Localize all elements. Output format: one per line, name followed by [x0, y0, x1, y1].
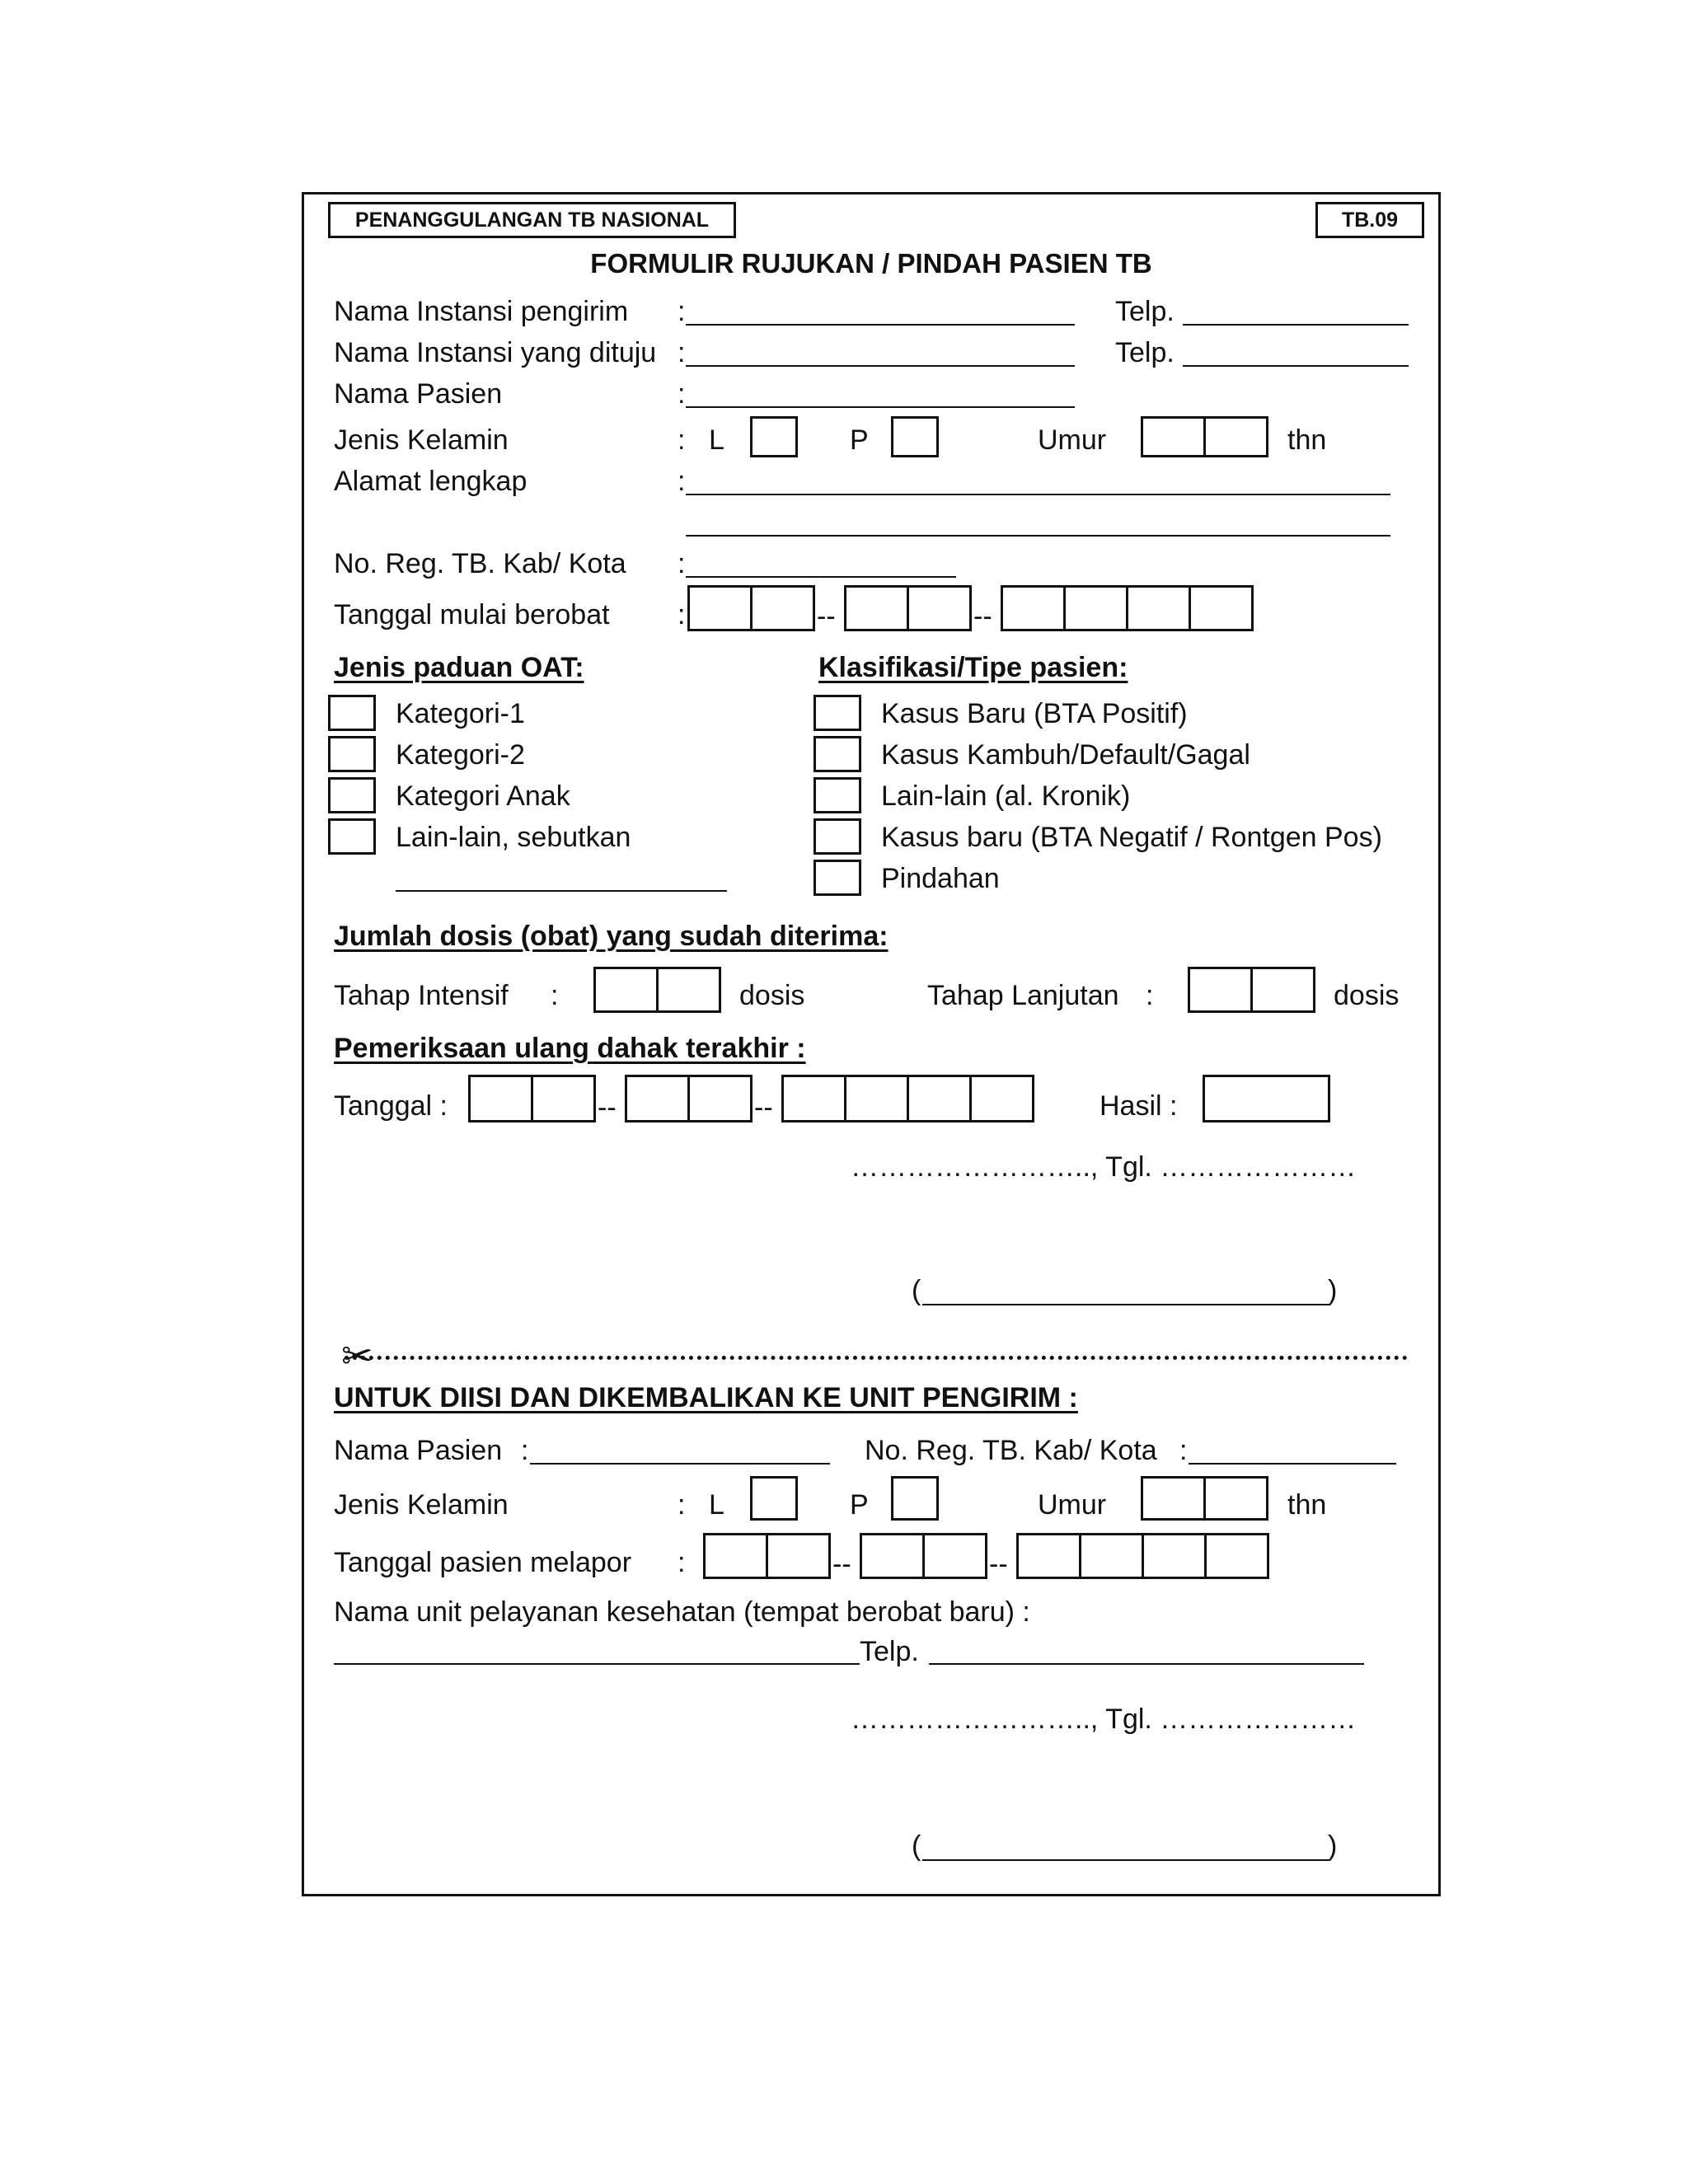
unit-phone-input[interactable]	[929, 1663, 1364, 1665]
form-title: FORMULIR RUJUKAN / PINDAH PASIEN TB	[590, 248, 1152, 279]
digit-box[interactable]	[1079, 1533, 1144, 1579]
colon: :	[678, 1489, 686, 1521]
colon: :	[521, 1435, 529, 1466]
dahak-day-input[interactable]	[468, 1075, 596, 1122]
start-year-input[interactable]	[1001, 585, 1254, 631]
colon: :	[678, 337, 686, 368]
oat-option: Kategori Anak	[396, 780, 570, 812]
return-age-label: Umur	[1038, 1489, 1107, 1521]
oat-checkbox[interactable]	[328, 736, 376, 772]
address-input-line2[interactable]	[686, 535, 1390, 537]
return-place-date: …………………….., Tgl. …………………	[851, 1704, 1357, 1735]
oat-option: Kategori-1	[396, 698, 525, 729]
digit-box[interactable]	[1188, 967, 1253, 1013]
age-label: Umur	[1038, 424, 1107, 456]
klasifikasi-option: Kasus Kambuh/Default/Gagal	[881, 739, 1250, 771]
colon: :	[678, 466, 686, 497]
klasifikasi-option: Kasus Baru (BTA Positif)	[881, 698, 1188, 729]
klasifikasi-checkbox[interactable]	[814, 860, 861, 896]
unit-label: Nama unit pelayanan kesehatan (tempat berobat baru) :	[334, 1596, 1030, 1628]
start-date-label: Tanggal mulai berobat	[334, 599, 610, 630]
colon: :	[1179, 1435, 1188, 1466]
date-dash: --	[754, 1092, 773, 1123]
oat-other-input[interactable]	[396, 890, 727, 892]
hasil-input[interactable]	[1203, 1075, 1330, 1122]
unit-input[interactable]	[334, 1663, 860, 1665]
digit-box[interactable]	[468, 1075, 533, 1122]
age-input[interactable]	[1141, 416, 1268, 457]
sender-phone-label: Telp.	[1115, 296, 1175, 327]
start-month-input[interactable]	[844, 585, 972, 631]
digit-box[interactable]	[1126, 585, 1191, 631]
dosis-unit: dosis	[739, 980, 805, 1011]
klasifikasi-heading: Klasifikasi/Tipe pasien:	[818, 652, 1128, 683]
digit-box[interactable]	[907, 1075, 972, 1122]
date-dash: --	[817, 601, 836, 632]
date-dash: --	[598, 1092, 617, 1123]
digit-box[interactable]	[1141, 1476, 1206, 1521]
oat-heading: Jenis paduan OAT:	[334, 652, 584, 683]
intensif-dosis-input[interactable]	[593, 967, 721, 1013]
return-female-label: P	[850, 1489, 869, 1521]
colon: :	[678, 296, 686, 327]
report-year-input[interactable]	[1016, 1533, 1269, 1579]
dahak-heading: Pemeriksaan ulang dahak terakhir :	[334, 1033, 806, 1064]
reg-input[interactable]	[686, 576, 956, 578]
date-dash: --	[832, 1549, 851, 1580]
digit-box[interactable]	[922, 1533, 987, 1579]
digit-box[interactable]	[844, 585, 909, 631]
signature-close-paren: )	[1328, 1275, 1338, 1306]
female-label: P	[850, 424, 869, 456]
sender-label: Nama Instansi pengirim	[334, 296, 629, 327]
digit-box[interactable]	[860, 1533, 925, 1579]
report-month-input[interactable]	[860, 1533, 987, 1579]
dosis-unit: dosis	[1334, 980, 1400, 1011]
return-female-checkbox[interactable]	[891, 1476, 939, 1521]
colon: :	[678, 378, 686, 410]
gender-label: Jenis Kelamin	[334, 424, 509, 456]
colon: :	[551, 980, 559, 1011]
lanjutan-label: Tahap Lanjutan	[927, 980, 1119, 1011]
return-signature-open-paren: (	[912, 1830, 921, 1862]
return-reg-input[interactable]	[1189, 1463, 1396, 1465]
report-date-label: Tanggal pasien melapor	[334, 1547, 632, 1578]
return-patient-label: Nama Pasien	[334, 1435, 503, 1466]
klasifikasi-checkbox[interactable]	[814, 695, 861, 731]
colon: :	[678, 1547, 686, 1578]
digit-box[interactable]	[687, 1075, 753, 1122]
sender-phone-input[interactable]	[1183, 324, 1409, 326]
signature-open-paren: (	[912, 1275, 921, 1306]
return-signature-close-paren: )	[1328, 1830, 1338, 1862]
signature-line[interactable]	[922, 1304, 1329, 1305]
receiver-input[interactable]	[686, 365, 1075, 367]
male-label: L	[709, 424, 724, 456]
digit-box[interactable]	[703, 1533, 768, 1579]
digit-box[interactable]	[1016, 1533, 1081, 1579]
klasifikasi-option: Kasus baru (BTA Negatif / Rontgen Pos)	[881, 822, 1382, 853]
dosis-heading: Jumlah dosis (obat) yang sudah diterima:	[334, 921, 889, 952]
address-input-line1[interactable]	[686, 494, 1390, 495]
report-day-input[interactable]	[703, 1533, 831, 1579]
digit-box[interactable]	[1204, 1533, 1269, 1579]
digit-box[interactable]	[781, 1075, 846, 1122]
oat-checkbox[interactable]	[328, 777, 376, 813]
dahak-date-label: Tanggal :	[334, 1090, 448, 1122]
klasifikasi-option: Pindahan	[881, 863, 1000, 894]
lanjutan-dosis-input[interactable]	[1188, 967, 1315, 1013]
reg-label: No. Reg. TB. Kab/ Kota	[334, 548, 626, 579]
program-label: PENANGGULANGAN TB NASIONAL	[328, 202, 736, 238]
return-patient-input[interactable]	[530, 1463, 830, 1465]
digit-box[interactable]	[656, 967, 721, 1013]
hasil-label: Hasil :	[1100, 1090, 1178, 1122]
digit-box[interactable]	[1250, 967, 1315, 1013]
klasifikasi-checkbox[interactable]	[814, 736, 861, 772]
age-unit: thn	[1287, 424, 1327, 456]
oat-checkbox[interactable]	[328, 695, 376, 731]
dahak-month-input[interactable]	[625, 1075, 753, 1122]
patient-label: Nama Pasien	[334, 378, 503, 410]
colon: :	[678, 424, 686, 456]
return-age-input[interactable]	[1141, 1476, 1268, 1521]
male-checkbox[interactable]	[750, 416, 798, 457]
date-dash: --	[989, 1549, 1008, 1580]
receiver-phone-input[interactable]	[1183, 365, 1409, 367]
address-label: Alamat lengkap	[334, 466, 528, 497]
colon: :	[1146, 980, 1154, 1011]
oat-option: Lain-lain, sebutkan	[396, 822, 631, 853]
female-checkbox[interactable]	[891, 416, 939, 457]
sender-input[interactable]	[686, 324, 1075, 326]
cut-line	[345, 1356, 1408, 1360]
digit-box[interactable]	[1189, 585, 1254, 631]
digit-box[interactable]	[1142, 1533, 1207, 1579]
return-reg-label: No. Reg. TB. Kab/ Kota	[865, 1435, 1157, 1466]
form-code: TB.09	[1315, 202, 1424, 238]
start-day-input[interactable]	[687, 585, 815, 631]
return-gender-label: Jenis Kelamin	[334, 1489, 509, 1521]
dahak-year-input[interactable]	[781, 1075, 1034, 1122]
digit-box[interactable]	[531, 1075, 596, 1122]
oat-checkbox[interactable]	[328, 818, 376, 855]
klasifikasi-checkbox[interactable]	[814, 818, 861, 855]
patient-input[interactable]	[686, 406, 1075, 408]
colon: :	[678, 599, 686, 630]
digit-box[interactable]	[593, 967, 659, 1013]
digit-box[interactable]	[766, 1533, 831, 1579]
place-date: …………………….., Tgl. …………………	[851, 1151, 1357, 1183]
klasifikasi-option: Lain-lain (al. Kronik)	[881, 780, 1131, 812]
digit-box[interactable]	[844, 1075, 909, 1122]
klasifikasi-checkbox[interactable]	[814, 777, 861, 813]
return-male-label: L	[709, 1489, 724, 1521]
return-age-unit: thn	[1287, 1489, 1327, 1521]
receiver-phone-label: Telp.	[1115, 337, 1175, 368]
oat-option: Kategori-2	[396, 739, 525, 771]
digit-box[interactable]	[1063, 585, 1128, 631]
colon: :	[678, 548, 686, 579]
digit-box[interactable]	[969, 1075, 1034, 1122]
digit-box[interactable]	[907, 585, 972, 631]
scissors-icon: ✂	[341, 1334, 373, 1377]
unit-phone-label: Telp.	[860, 1636, 919, 1667]
digit-box[interactable]	[1203, 416, 1268, 457]
date-dash: --	[973, 601, 992, 632]
receiver-label: Nama Instansi yang dituju	[334, 337, 657, 368]
digit-box[interactable]	[625, 1075, 690, 1122]
return-heading: UNTUK DIISI DAN DIKEMBALIKAN KE UNIT PENGIRIM :	[334, 1382, 1078, 1413]
digit-box[interactable]	[1001, 585, 1066, 631]
return-signature-line[interactable]	[922, 1859, 1329, 1861]
intensif-label: Tahap Intensif	[334, 980, 509, 1011]
digit-box[interactable]	[687, 585, 753, 631]
digit-box[interactable]	[1203, 1476, 1268, 1521]
return-male-checkbox[interactable]	[750, 1476, 798, 1521]
digit-box[interactable]	[750, 585, 815, 631]
digit-box[interactable]	[1141, 416, 1206, 457]
